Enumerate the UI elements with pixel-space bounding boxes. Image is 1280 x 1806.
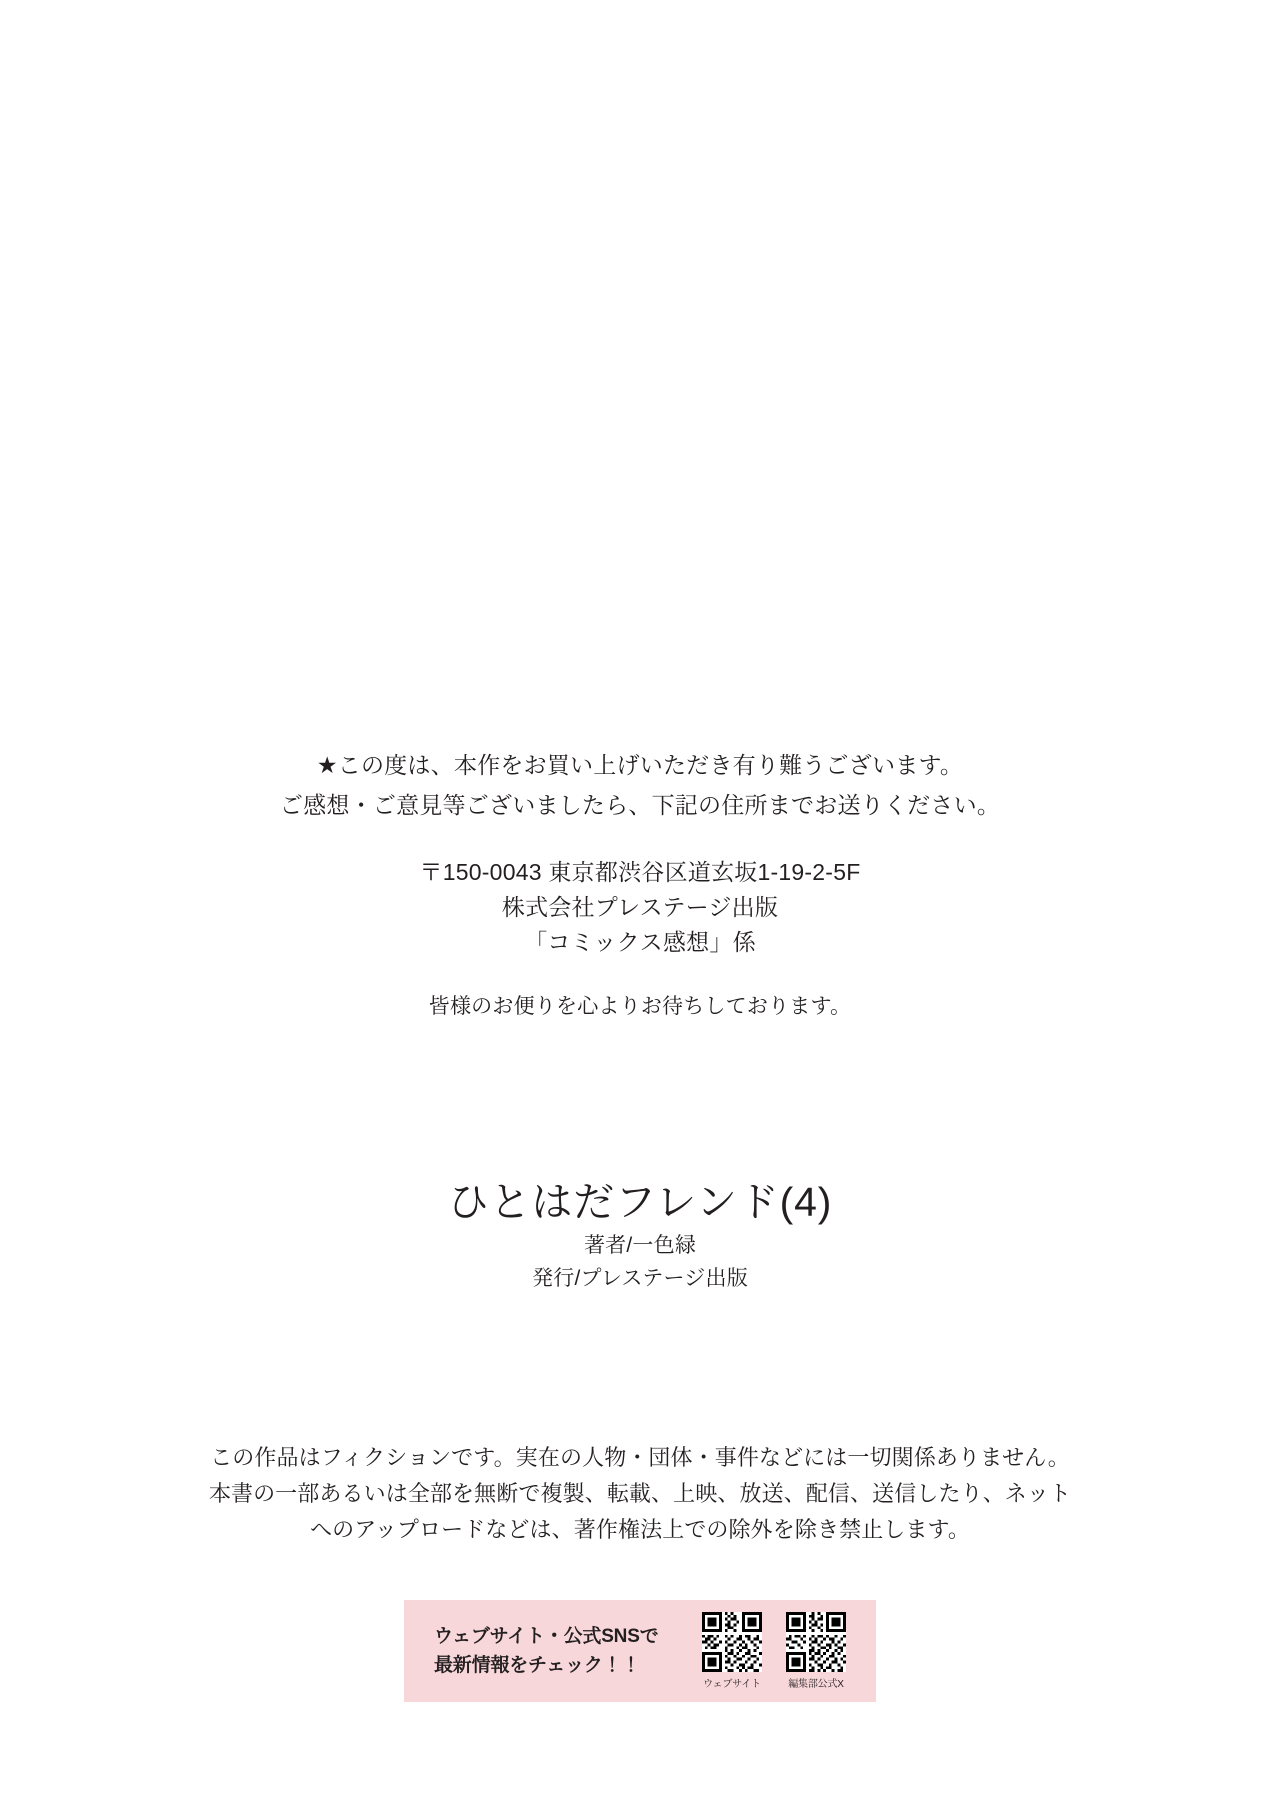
qr-item-x-account[interactable] — [786, 1612, 846, 1690]
book-title: ひとはだフレンド(4) — [447, 1179, 833, 1225]
promo-text-line-2: 最新情報をチェック！！ — [434, 1655, 641, 1676]
disclaimer-line-2: 本書の一部あるいは全部を無断で複製、転載、上映、放送、配信、送信したり、ネット — [208, 1481, 1072, 1506]
address-postal-line: 〒150-0043 東京都渋谷区道玄坂1-19-2-5F — [419, 859, 861, 885]
qr-label-x-account: 編集部公式X — [788, 1679, 844, 1690]
greeting-line-2: ご感想・ご意見等ございましたら、下記の住所までお送りください。 — [279, 792, 1001, 818]
qr-code-group — [702, 1612, 846, 1690]
promo-banner[interactable] — [404, 1600, 876, 1702]
book-publisher: 発行/プレステージ出版 — [532, 1267, 748, 1290]
qr-code-x-account-icon[interactable] — [786, 1612, 846, 1672]
book-author: 著者/一色緑 — [583, 1234, 697, 1257]
address-department-line: 「コミックス感想」係 — [524, 929, 756, 955]
promo-text-line-1: ウェブサイト・公式SNSで — [434, 1626, 659, 1647]
greeting-block — [0, 745, 1280, 825]
disclaimer-line-3: へのアップロードなどは、著作権法上での除外を除き禁止します。 — [309, 1517, 970, 1542]
qr-label-website: ウェブサイト — [703, 1679, 761, 1690]
address-company-line: 株式会社プレステージ出版 — [501, 894, 779, 920]
address-block — [0, 855, 1280, 960]
qr-code-website-icon[interactable] — [702, 1612, 762, 1672]
closing-message: 皆様のお便りを心よりお待ちしております。 — [428, 995, 852, 1018]
qr-item-website[interactable] — [702, 1612, 762, 1690]
disclaimer-block — [0, 1440, 1280, 1548]
book-info-block — [0, 1175, 1280, 1295]
greeting-line-1: ★この度は、本作をお買い上げいただき有り難うございます。 — [316, 752, 964, 778]
promo-text — [434, 1622, 659, 1680]
disclaimer-line-1: この作品はフィクションです。実在の人物・団体・事件などには一切関係ありません。 — [210, 1445, 1070, 1470]
